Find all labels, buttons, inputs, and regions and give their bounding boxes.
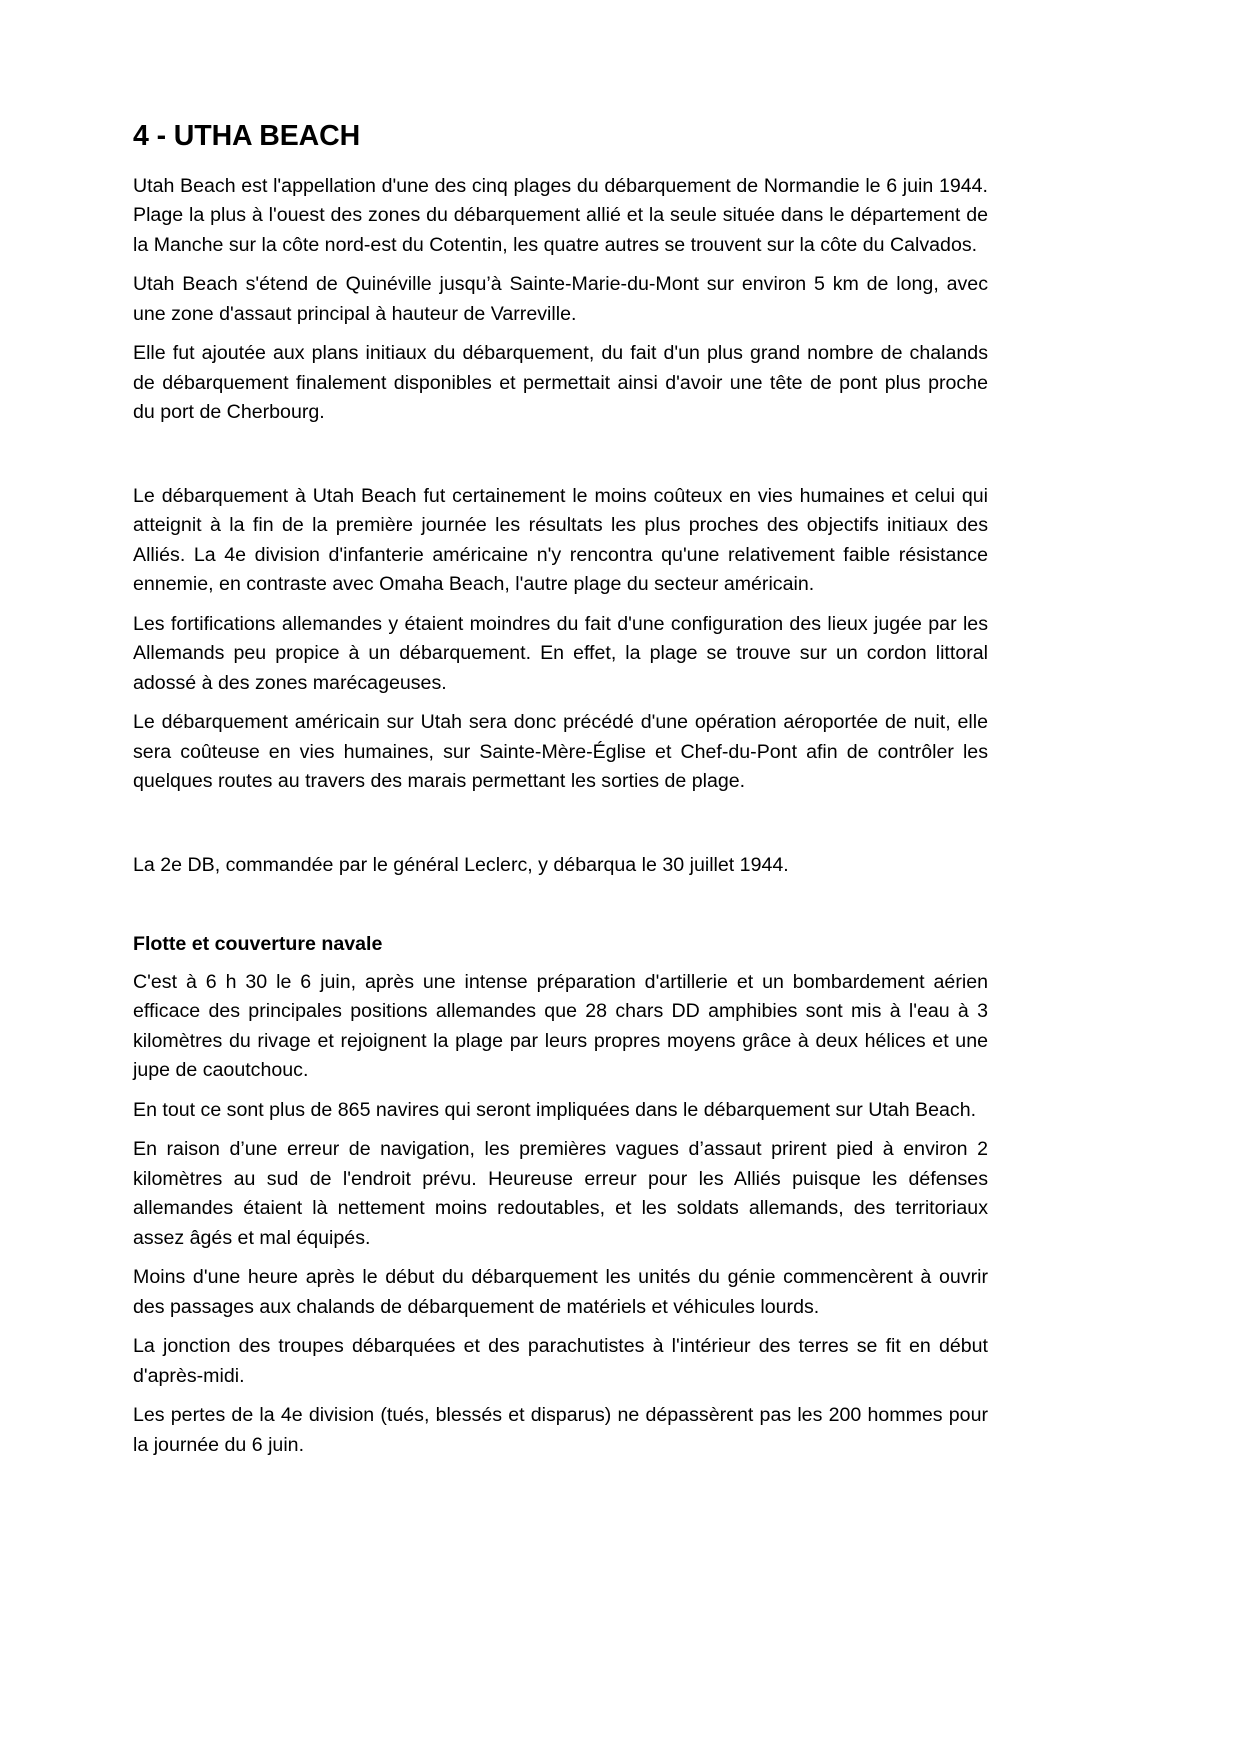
- section-divider-spacer: [133, 890, 988, 930]
- paragraph: La jonction des troupes débarquées et des parachutistes à l'intérieur des terres se fit en début d'après-midi.: [133, 1335, 988, 1387]
- section-landing-analysis: [133, 482, 988, 797]
- paragraph: Les pertes de la 4e division (tués, blessés et disparus) ne dépassèrent pas les 200 hommes pour la journée du 6 juin.: [133, 1404, 988, 1456]
- paragraph: Les fortifications allemandes y étaient moindres du fait d'une configuration des lieux jugée par les Allemands peu propice à un débarquement. En effet, la plage se trouve sur un cordon littoral adossé à des zones marécageuses.: [133, 612, 988, 694]
- paragraph: Le débarquement à Utah Beach fut certainement le moins coûteux en vies humaines et celui qui atteignit à la fin de la première journée les résultats les plus proches des objectifs initiaux des Alliés. La 4e division d'infanterie américaine n'y rencontra qu'une relativement faible résistance ennemie, en contraste avec Omaha Beach, l'autre plage du secteur américain.: [133, 484, 988, 596]
- paragraph: Utah Beach s'étend de Quinéville jusqu’à Sainte-Marie-du-Mont sur environ 5 km de long, avec une zone d'assaut principal à hauteur de Varreville.: [133, 273, 988, 325]
- paragraph: En raison d’une erreur de navigation, les premières vagues d’assaut prirent pied à environ 2 kilomètres au sud de l'endroit prévu. Heureuse erreur pour les Alliés puisque les défenses allemandes étaient là nettement moins redoutables, et les soldats allemands, des territoriaux assez âgés et mal équipés.: [133, 1138, 988, 1249]
- paragraph: La 2e DB, commandée par le général Leclerc, y débarqua le 30 juillet 1944.: [133, 853, 789, 876]
- page-title: 4 - UTHA BEACH: [133, 120, 361, 152]
- paragraph: Utah Beach est l'appellation d'une des cinq plages du débarquement de Normandie le 6 juin 1944. Plage la plus à l'ouest des zones du débarquement allié et la seule située dans le département de la Manche sur la côte nord-est du Cotentin, les quatre autres se trouvent sur la côte du Calvados.: [133, 174, 988, 256]
- paragraph: En tout ce sont plus de 865 navires qui seront impliquées dans le débarquement sur Utah Beach.: [133, 1098, 977, 1121]
- paragraph: Le débarquement américain sur Utah sera donc précédé d'une opération aéroportée de nuit, elle sera coûteuse en vies humaines, sur Sainte-Mère-Église et Chef-du-Pont afin de contrôler les quelques routes au travers des marais permettant les sorties de plage.: [133, 711, 988, 793]
- section-intro: [133, 172, 988, 428]
- document-body: [133, 120, 988, 1470]
- section-fleet: [133, 930, 988, 1460]
- section-divider-spacer: [133, 438, 988, 482]
- paragraph: Moins d'une heure après le début du débarquement les unités du génie commencèrent à ouvrir des passages aux chalands de débarquement de matériels et véhicules lourds.: [133, 1266, 988, 1318]
- paragraph: C'est à 6 h 30 le 6 juin, après une intense préparation d'artillerie et un bombardement aérien efficace des principales positions allemandes que 28 chars DD amphibies sont mis à l'eau à 3 kilomètres du rivage et rejoignent la plage par leurs propres moyens grâce à deux hélices et une jupe de caoutchouc.: [133, 970, 988, 1082]
- section-divider-spacer: [133, 807, 988, 851]
- section-2e-db: [133, 851, 988, 881]
- section-heading-fleet: Flotte et couverture navale: [133, 933, 383, 956]
- paragraph: Elle fut ajoutée aux plans initiaux du débarquement, du fait d'un plus grand nombre de chalands de débarquement finalement disponibles et permettait ainsi d'avoir une tête de pont plus proche du port de Cherbourg.: [133, 342, 988, 424]
